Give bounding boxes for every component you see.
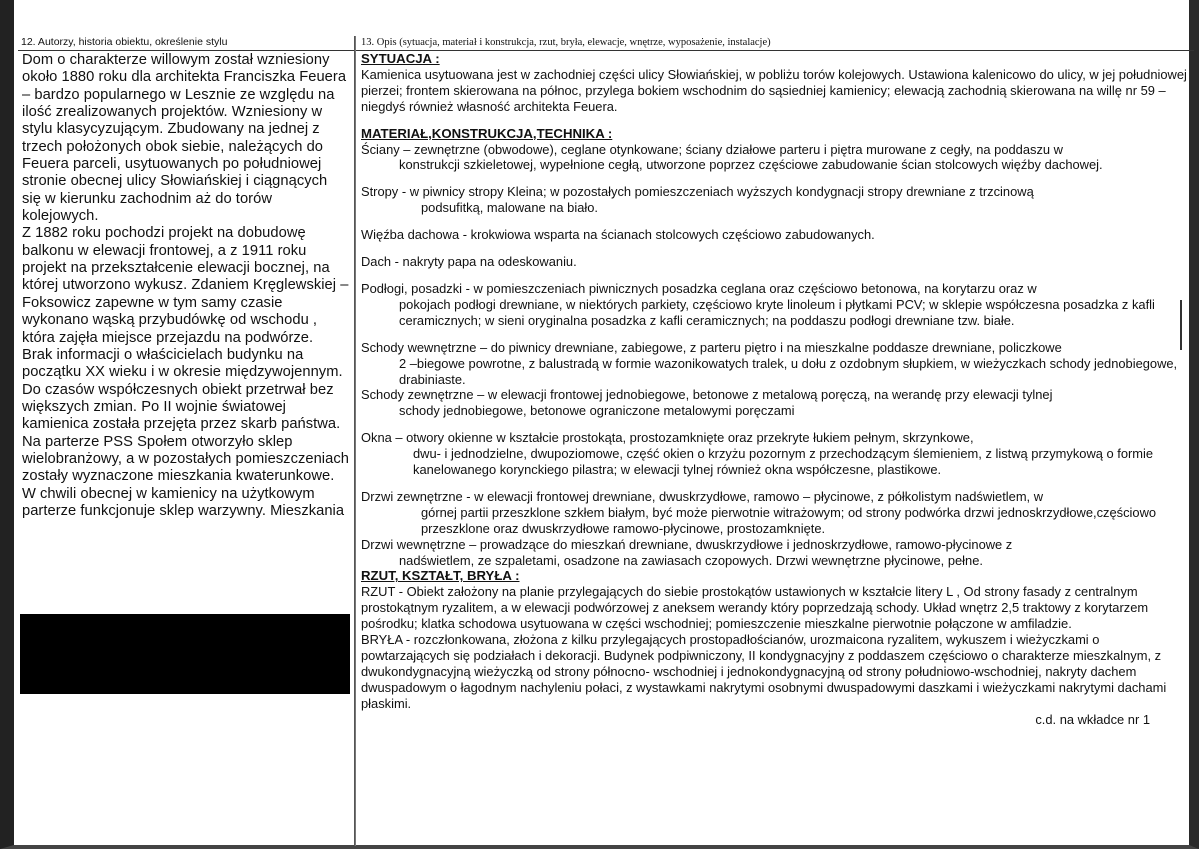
drzwi-wewn-line: Drzwi wewnętrzne – prowadzące do mieszkań drewniane, dwuskrzydłowe i jednoskrzydłowe, ramowo-płycinowe z xyxy=(361,536,1013,552)
description-column xyxy=(355,36,1194,846)
section-heading-material: MATERIAŁ,KONSTRUKCJA,TECHNIKA : xyxy=(361,125,613,141)
history-paragraph: Dom o charakterze willowym został wzniesiony około 1880 roku dla architekta Franciszka Feuera – bardzo popularnego w Lesznie ze względu na ilość zrealizowanych projektów. Wzniesiony w stylu klasycyzującym. Zbudowany na jednej z trzech położonych obok siebie, należących do Feuera parceli, usytuowanych po południowej stronie obecnej ulicy Słowiańskiej i ciągnących się w kierunku zachodnim aż do torów kolejowych. xyxy=(22,52,347,225)
drzwi-zewn-continuation: górnej partii przeszklone szkłem białym, być może pierwotnie witrażowym; od strony podwórka drzwi jednoskrzydłowe,częściowo przeszklone oraz dwuskrzydłowe ramowo-płycinowe, prostozamknięte. xyxy=(421,504,1157,536)
stropy-continuation: podsufitką, malowane na biało. xyxy=(421,200,599,216)
description-header: 13. Opis (sytuacja, materiał i konstrukcja, rzut, bryła, elewacje, wnętrze, wyposażenie, instalacje) xyxy=(356,36,1194,51)
scan-artifact xyxy=(1180,300,1182,350)
section-heading-rzut: RZUT, KSZTAŁT, BRYŁA : xyxy=(361,568,520,584)
rzut-text: RZUT - Obiekt założony na planie przylegających do siebie prostokątów ustawionych w kształcie litery L , Od strony fasady z centralnym prostokątnym ryzalitem, a w elewacji podwórzowej z aneksem werandy który poprzedzają schody. Układ wnętrz 2,5 traktowy z korytarzem pośrodku; klatka schodowa usytuowana w części wschodniej; pomieszczenie mieszkalne pierwotnie połączone w amfiladzie. xyxy=(361,584,1149,632)
sciany-line: Ściany – zewnętrzne (obwodowe), ceglane otynkowane; ściany działowe parteru i piętra murowane z cegły, na poddaszu w xyxy=(361,141,1063,157)
podlogi-continuation: pokojach podłogi drewniane, w niektórych parkiety, częściowo kryte linoleum i płytkami PCV; w sklepie współczesna posadzka z kafli ceramicznych; w sieni oryginalna posadzka z kafli ceramicznych; na poddaszu podłogi drewniane tzw. białe. xyxy=(399,296,1155,328)
podlogi-line: Podłogi, posadzki - w pomieszczeniach piwnicznych posadzka ceglana oraz częściowo betonowa, na korytarzu oraz w xyxy=(361,280,1037,296)
schody-zewn-line: Schody zewnętrzne – w elewacji frontowej jednobiegowe, betonowe z metalową poręczą, na werandę przy elewacji tylnej xyxy=(361,387,1053,403)
history-column xyxy=(18,36,355,846)
description-text xyxy=(356,51,1194,727)
history-paragraph: Z 1882 roku pochodzi projekt na dobudowę balkonu w elewacji frontowej, a z 1911 roku projekt na przekształcenie elewacji bocznej, na której utworzono wykusz. Zdaniem Kręglewskiej – Foksowicz zapewne w tym samy czasie wykonano wąską przybudówkę od wschodu , która zajęła miejsce przejazdu na podwórze. xyxy=(22,225,349,346)
drzwi-wewn-continuation: nadświetlem, ze szpaletami, osadzone na zawiasach czopowych. Drzwi wewnętrzne płycinowe, pełne. xyxy=(399,552,983,568)
sytuacja-text: Kamienica usytuowana jest w zachodniej części ulicy Słowiańskiej, w pobliżu torów kolejowych. Ustawiona kalenicowo do ulicy, w jej południowej pierzei; frontem skierowana na północ, przylega bokiem wschodnim do sąsiedniej kamienicy; elewacją zachodnią skierowana na willę nr 59 – niegdyś również własność architekta Feuera. xyxy=(361,66,1187,114)
history-paragraph: Brak informacji o właścicielach budynku na początku XX wieku i w okresie międzywojennym. xyxy=(22,346,343,381)
history-paragraph: Do czasów współczesnych obiekt przetrwał bez większych zmian. Po II wojnie światowej kamienica została przejęta przez skarb państwa. Na parterze PSS Społem otworzyło sklep wielobranżowy, a w pozostałych pomieszczeniach zostały wyznaczone mieszkania kwaterunkowe. W chwili obecnej w kamienicy na użytkowym parterze funkcjonuje sklep warzywny. Mieszkania xyxy=(22,381,349,519)
stropy-line: Stropy - w piwnicy stropy Kleina; w pozostałych pomieszczeniach wyższych kondygnacji stropy drewniane z trzcinową xyxy=(361,184,1034,200)
history-header: 12. Autorzy, historia obiektu, określenie stylu xyxy=(18,36,354,51)
sciany-continuation: konstrukcji szkieletowej, wypełnione cegłą, utworzone poprzez częściowe zabudowanie ścian stolcowych więźby dachowej. xyxy=(399,157,1103,173)
redaction-block xyxy=(20,614,350,694)
okna-line: Okna – otwory okienne w kształcie prostokąta, prostozamknięte oraz przekryte łukiem pełnym, skrzynkowe, xyxy=(361,430,974,446)
history-text xyxy=(18,51,354,520)
dach-line: Dach - nakryty papa na odeskowaniu. xyxy=(361,254,577,270)
section-heading-sytuacja: SYTUACJA : xyxy=(361,51,440,66)
drzwi-zewn-line: Drzwi zewnętrzne - w elewacji frontowej drewniane, dwuskrzydłowe, ramowo – płycinowe, z półkolistym nadświetlem, w xyxy=(361,488,1044,504)
wiezba-line: Więźba dachowa - krokwiowa wsparta na ścianach stolcowych częściowo zabudowanych. xyxy=(361,227,875,243)
schody-zewn-continuation: schody jednobiegowe, betonowe ograniczone metalowymi poręczami xyxy=(399,403,795,419)
schody-wewn-line: Schody wewnętrzne – do piwnicy drewniane, zabiegowe, z parteru piętro i na mieszkalne poddasze drewniane, policzkowe xyxy=(361,339,1062,355)
schody-wewn-continuation: 2 –biegowe powrotne, z balustradą w formie wazonikowatych tralek, u dołu z ozdobnym słupkiem, w wieżyczkach schody jednobiegowe, drabiniaste. xyxy=(399,355,1178,387)
bryla-text: BRYŁA - rozczłonkowana, złożona z kilku przylegających prostopadłościanów, urozmaicona ryzalitem, wykuszem i wieżyczkami o powtarzających się podziałach i dekoracji. Budynek podpiwniczony, II kondygnacyjny z poddaszem częściowo o charakterze mieszkalnym, z dwukondygnacyjną wieżyczką od strony północno- wschodniej i jednokondygnacyjną od strony południowo-wschodniej, nakryty dachem dwuspadowym o łagodnym nachyleniu połaci, z wystawkami nakrytymi osobnymi dwuspadowymi daszkami i wieżyczkami nakrytymi dachami płaskimi. xyxy=(361,632,1167,711)
okna-continuation: dwu- i jednodzielne, dwupoziomowe, część okien o krzyżu pozornym z przechodzącym ślemieniem, z listwą przymykową o formie kanelowanego korynckiego pilastra; w elewacji tylnej również okna współczesne, plastikowe. xyxy=(413,446,1154,478)
continuation-note: c.d. na wkładce nr 1 xyxy=(1035,711,1150,727)
